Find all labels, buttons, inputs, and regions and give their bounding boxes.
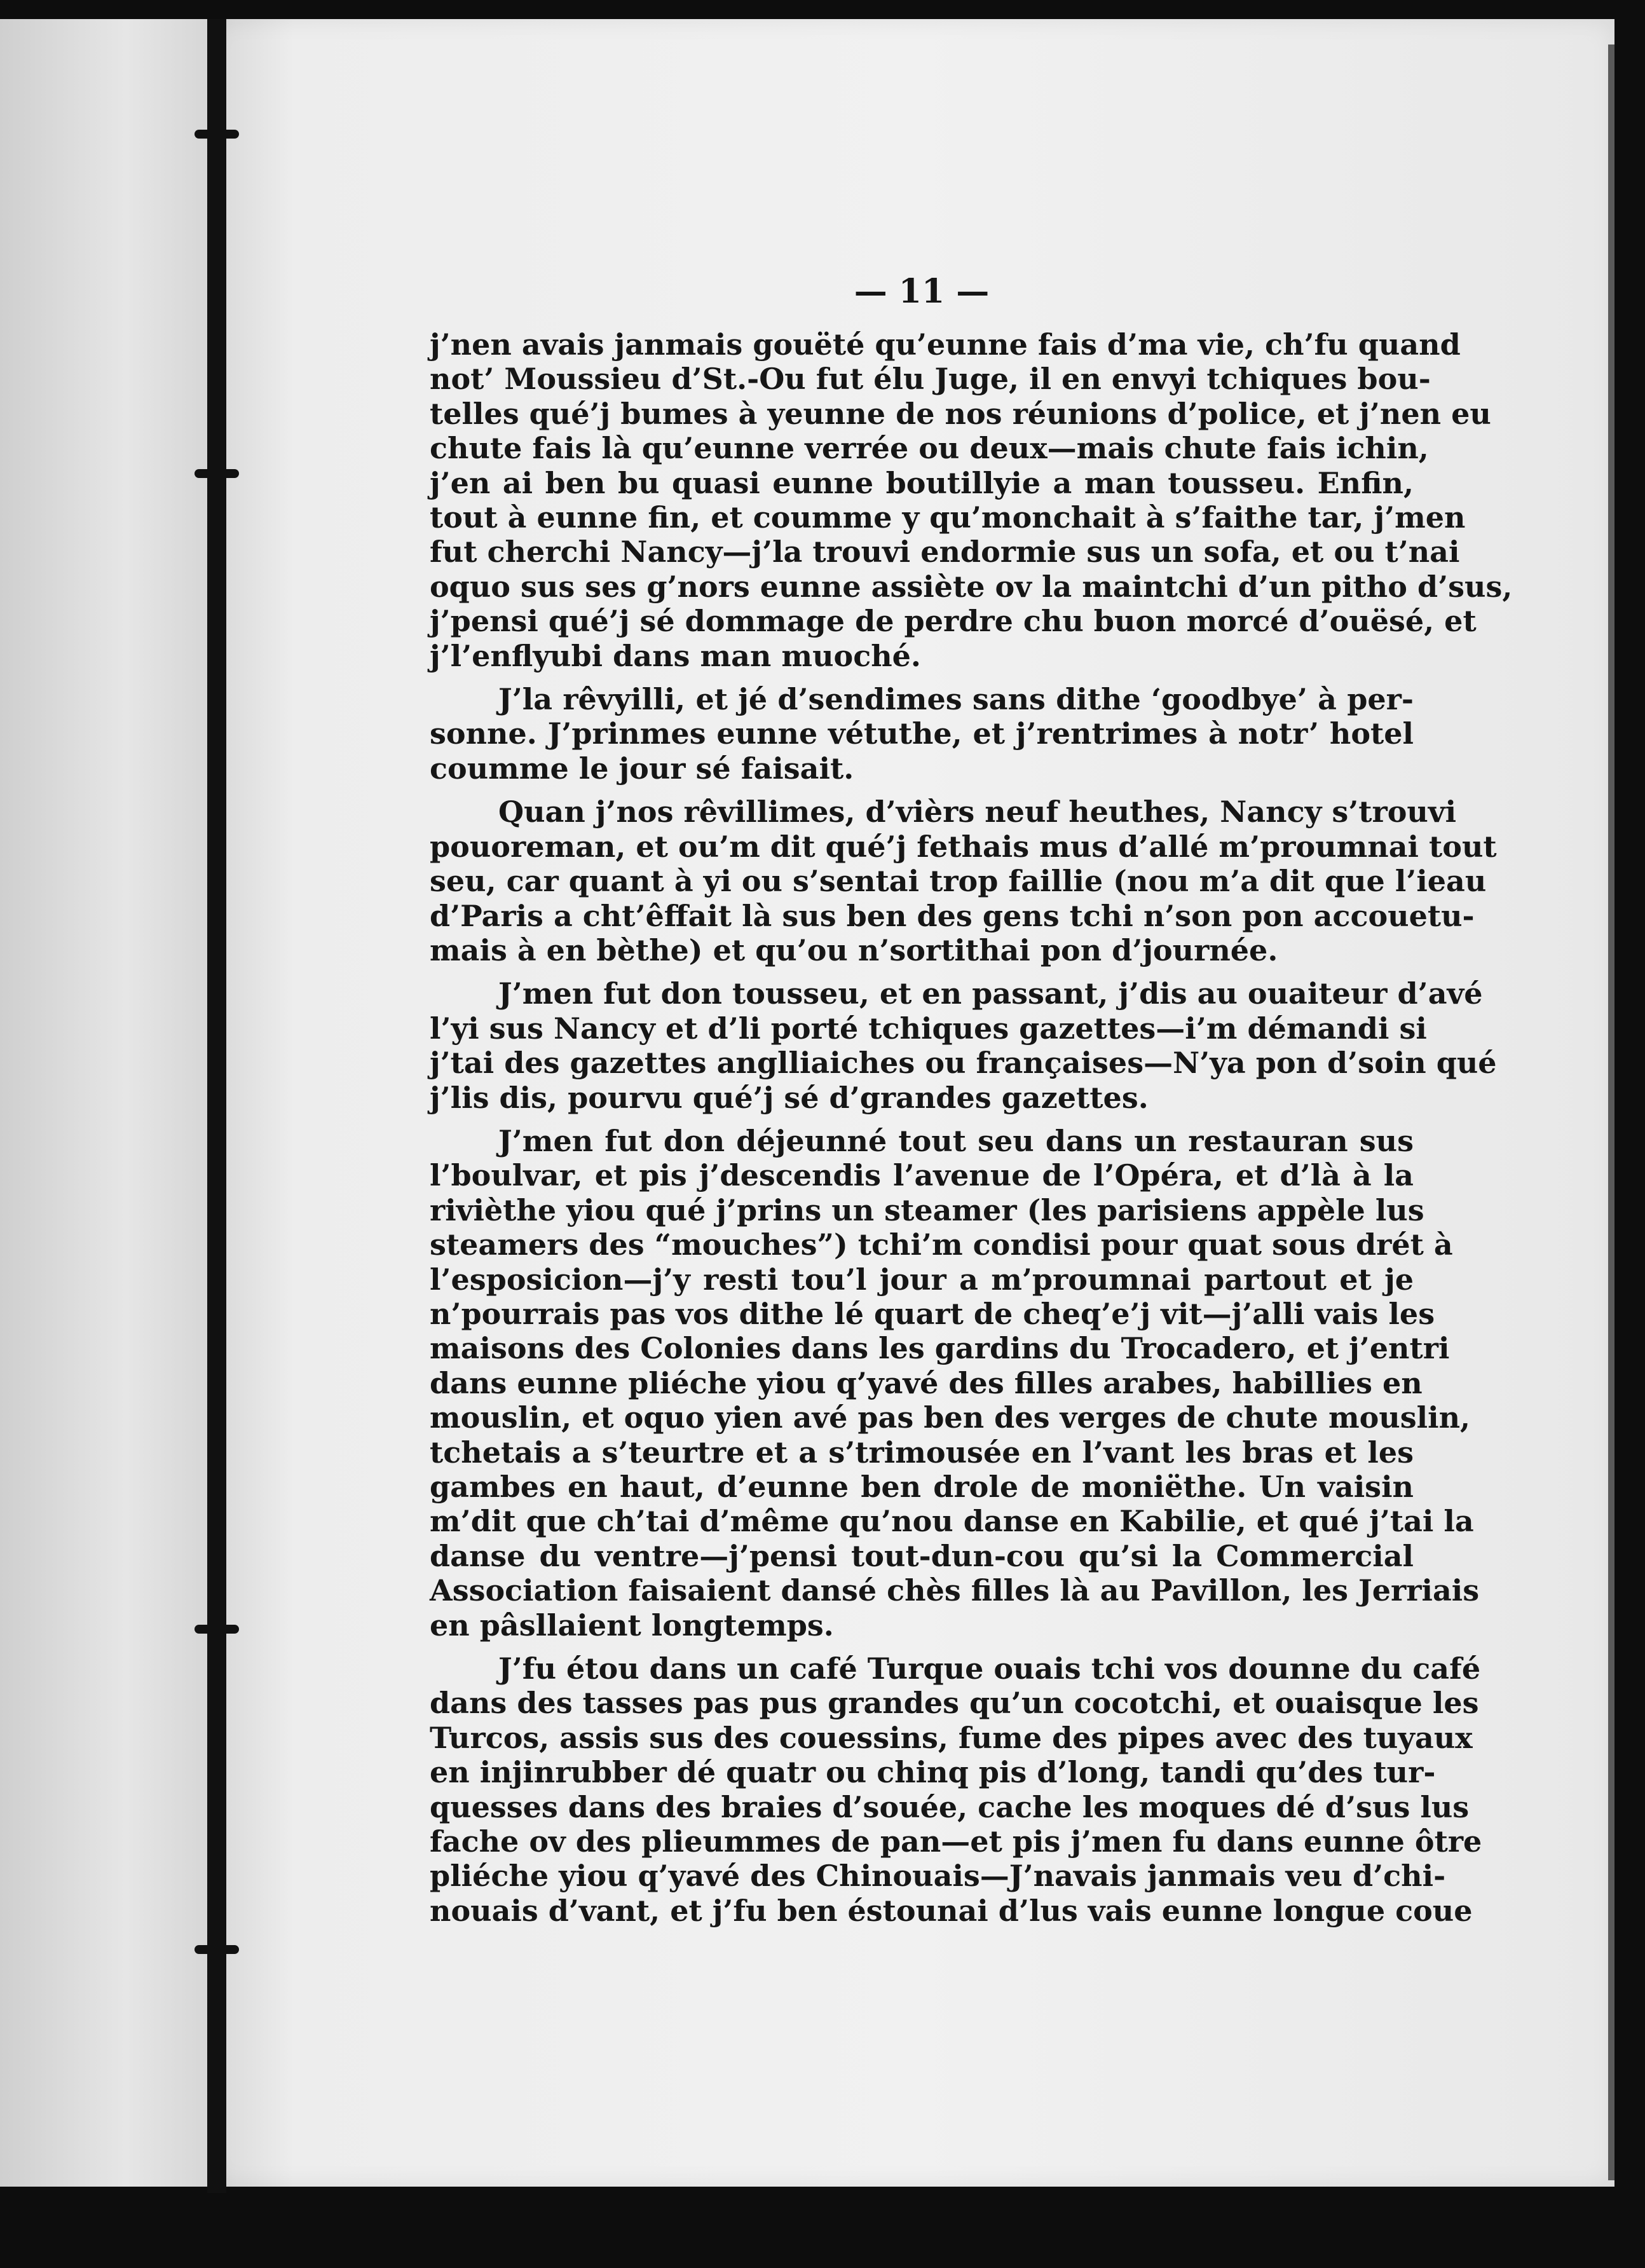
text-line: fache ov des plieummes de pan—et pis j’men fu dans eunne ôtre xyxy=(430,1824,1482,1859)
binding-stitch xyxy=(195,1625,239,1634)
text-line: maisons des Colonies dans les gardins du Trocadero, et j’entri xyxy=(430,1331,1450,1366)
text-line: j’pensi qué’j sé dommage de perdre chu buon morcé d’ouësé, et xyxy=(430,604,1477,639)
text-line: d’Paris a cht’êffait là sus ben des gens tchi n’son pon accouetu- xyxy=(430,898,1475,933)
book-binding xyxy=(207,19,226,2193)
text-line: j’l’enflyubi dans man muoché. xyxy=(430,638,921,673)
text-line: j’tai des gazettes anglliaiches ou françaises—N’ya pon d’soin qué xyxy=(430,1046,1497,1081)
text-line: danse du ventre—j’pensi tout-dun-cou qu’si la Commercial xyxy=(430,1538,1414,1573)
text-line: not’ Moussieu d’St.-Ou fut élu Juge, il en envyi tchiques bou- xyxy=(430,362,1431,397)
text-line: J’fu étou dans un café Turque ouais tchi vos dounne du café xyxy=(498,1651,1481,1686)
text-line: telles qué’j bumes à yeunne de nos réunions d’police, et j’nen eu xyxy=(430,396,1491,431)
text-line: tout à eunne fin, et coumme y qu’monchait à s’faithe tar, j’men xyxy=(430,500,1466,535)
text-line: l’yi sus Nancy et d’li porté tchiques gazettes—i’m démandi si xyxy=(430,1011,1427,1046)
text-line: coumme le jour sé faisait. xyxy=(430,751,854,786)
paragraph xyxy=(430,1651,1482,1928)
page-number: — 11 — xyxy=(854,272,990,311)
text-line: steamers des “mouches”) tchi’m condisi pour quat sous drét à xyxy=(430,1227,1453,1262)
text-line: j’nen avais janmais gouëté qu’eunne fais d’ma vie, ch’fu quand xyxy=(430,327,1461,362)
paragraph xyxy=(430,327,1513,673)
text-line: rivièthe yiou qué j’prins un steamer (les parisiens appèle lus xyxy=(430,1192,1424,1227)
binding-stitch xyxy=(195,1945,239,1954)
text-line: quesses dans des braies d’souée, cache les moques dé d’sus lus xyxy=(430,1789,1470,1824)
text-line: en injinrubber dé quatr ou chinq pis d’long, tandi qu’des tur- xyxy=(430,1755,1436,1790)
text-line: tchetais a s’teurtre et a s’trimousée en l’vant les bras et les xyxy=(430,1435,1414,1470)
text-line: J’men fut don tousseu, et en passant, j’dis au ouaiteur d’avé xyxy=(498,976,1483,1011)
text-line: mouslin, et oquo yien avé pas ben des verges de chute mouslin, xyxy=(430,1400,1471,1435)
text-line: Association faisaient dansé chès filles là au Pavillon, les Jerriais xyxy=(430,1573,1480,1608)
binding-stitch xyxy=(195,469,239,478)
text-line: l’boulvar, et pis j’descendis l’avenue de l’Opéra, et d’là à la xyxy=(430,1158,1414,1193)
text-line: pouoreman, et ou’m dit qué’j fethais mus d’allé m’proumnai tout xyxy=(430,829,1497,864)
text-line: mais à en bèthe) et qu’ou n’sortithai pon d’journée. xyxy=(430,932,1278,967)
text-line: n’pourrais pas vos dithe lé quart de cheq’e’j vit—j’alli vais les xyxy=(430,1296,1435,1331)
text-line: sonne. J’prinmes eunne vétuthe, et j’rentrimes à notr’ hotel xyxy=(430,716,1414,751)
text-line: dans des tasses pas pus grandes qu’un cocotchi, et ouaisque les xyxy=(430,1686,1479,1721)
body-text xyxy=(430,327,1513,1937)
paragraph xyxy=(430,976,1497,1115)
text-line: dans eunne pliéche yiou q’yavé des filles arabes, habillies en xyxy=(430,1365,1423,1400)
paragraph xyxy=(430,1123,1480,1643)
paragraph xyxy=(430,795,1497,967)
text-line: seu, car quant à yi ou s’sentai trop faillie (nou m’a dit que l’ieau xyxy=(430,864,1487,899)
paragraph xyxy=(430,682,1414,786)
text-line: l’esposicion—j’y resti tou’l jour a m’proumnai partout et je xyxy=(430,1262,1414,1297)
text-line: J’men fut don déjeunné tout seu dans un restauran sus xyxy=(498,1123,1414,1158)
text-line: fut cherchi Nancy—j’la trouvi endormie sus un sofa, et ou t’nai xyxy=(430,535,1460,570)
text-line: j’lis dis, pourvu qué’j sé d’grandes gazettes. xyxy=(430,1080,1149,1115)
text-line: m’dit que ch’tai d’même qu’nou danse en Kabilie, et qué j’tai la xyxy=(430,1504,1474,1539)
binding-stitch xyxy=(195,130,239,139)
text-line: pliéche yiou q’yavé des Chinouais—J’navais janmais veu d’chi- xyxy=(430,1859,1446,1894)
text-line: en pâsllaient longtemps. xyxy=(430,1608,834,1643)
page-right-edge xyxy=(1608,44,1614,2180)
text-line: Quan j’nos rêvillimes, d’vièrs neuf heuthes, Nancy s’trouvi xyxy=(498,795,1457,830)
text-line: j’en ai ben bu quasi eunne boutillyie a man tousseu. Enfin, xyxy=(430,465,1414,500)
text-line: gambes en haut, d’eunne ben drole de moniëthe. Un vaisin xyxy=(430,1470,1414,1504)
facing-page-edge xyxy=(0,19,210,2187)
text-line: chute fais là qu’eunne verrée ou deux—mais chute fais ichin, xyxy=(430,431,1429,466)
text-line: oquo sus ses g’nors eunne assiète ov la maintchi d’un pitho d’sus, xyxy=(430,569,1513,604)
text-line: Turcos, assis sus des couessins, fume des pipes avec des tuyaux xyxy=(430,1720,1473,1755)
text-line: nouais d’vant, et j’fu ben éstounai d’lus vais eunne longue coue xyxy=(430,1893,1473,1928)
text-line: J’la rêvyilli, et jé d’sendimes sans dithe ‘goodbye’ à per- xyxy=(498,682,1414,717)
